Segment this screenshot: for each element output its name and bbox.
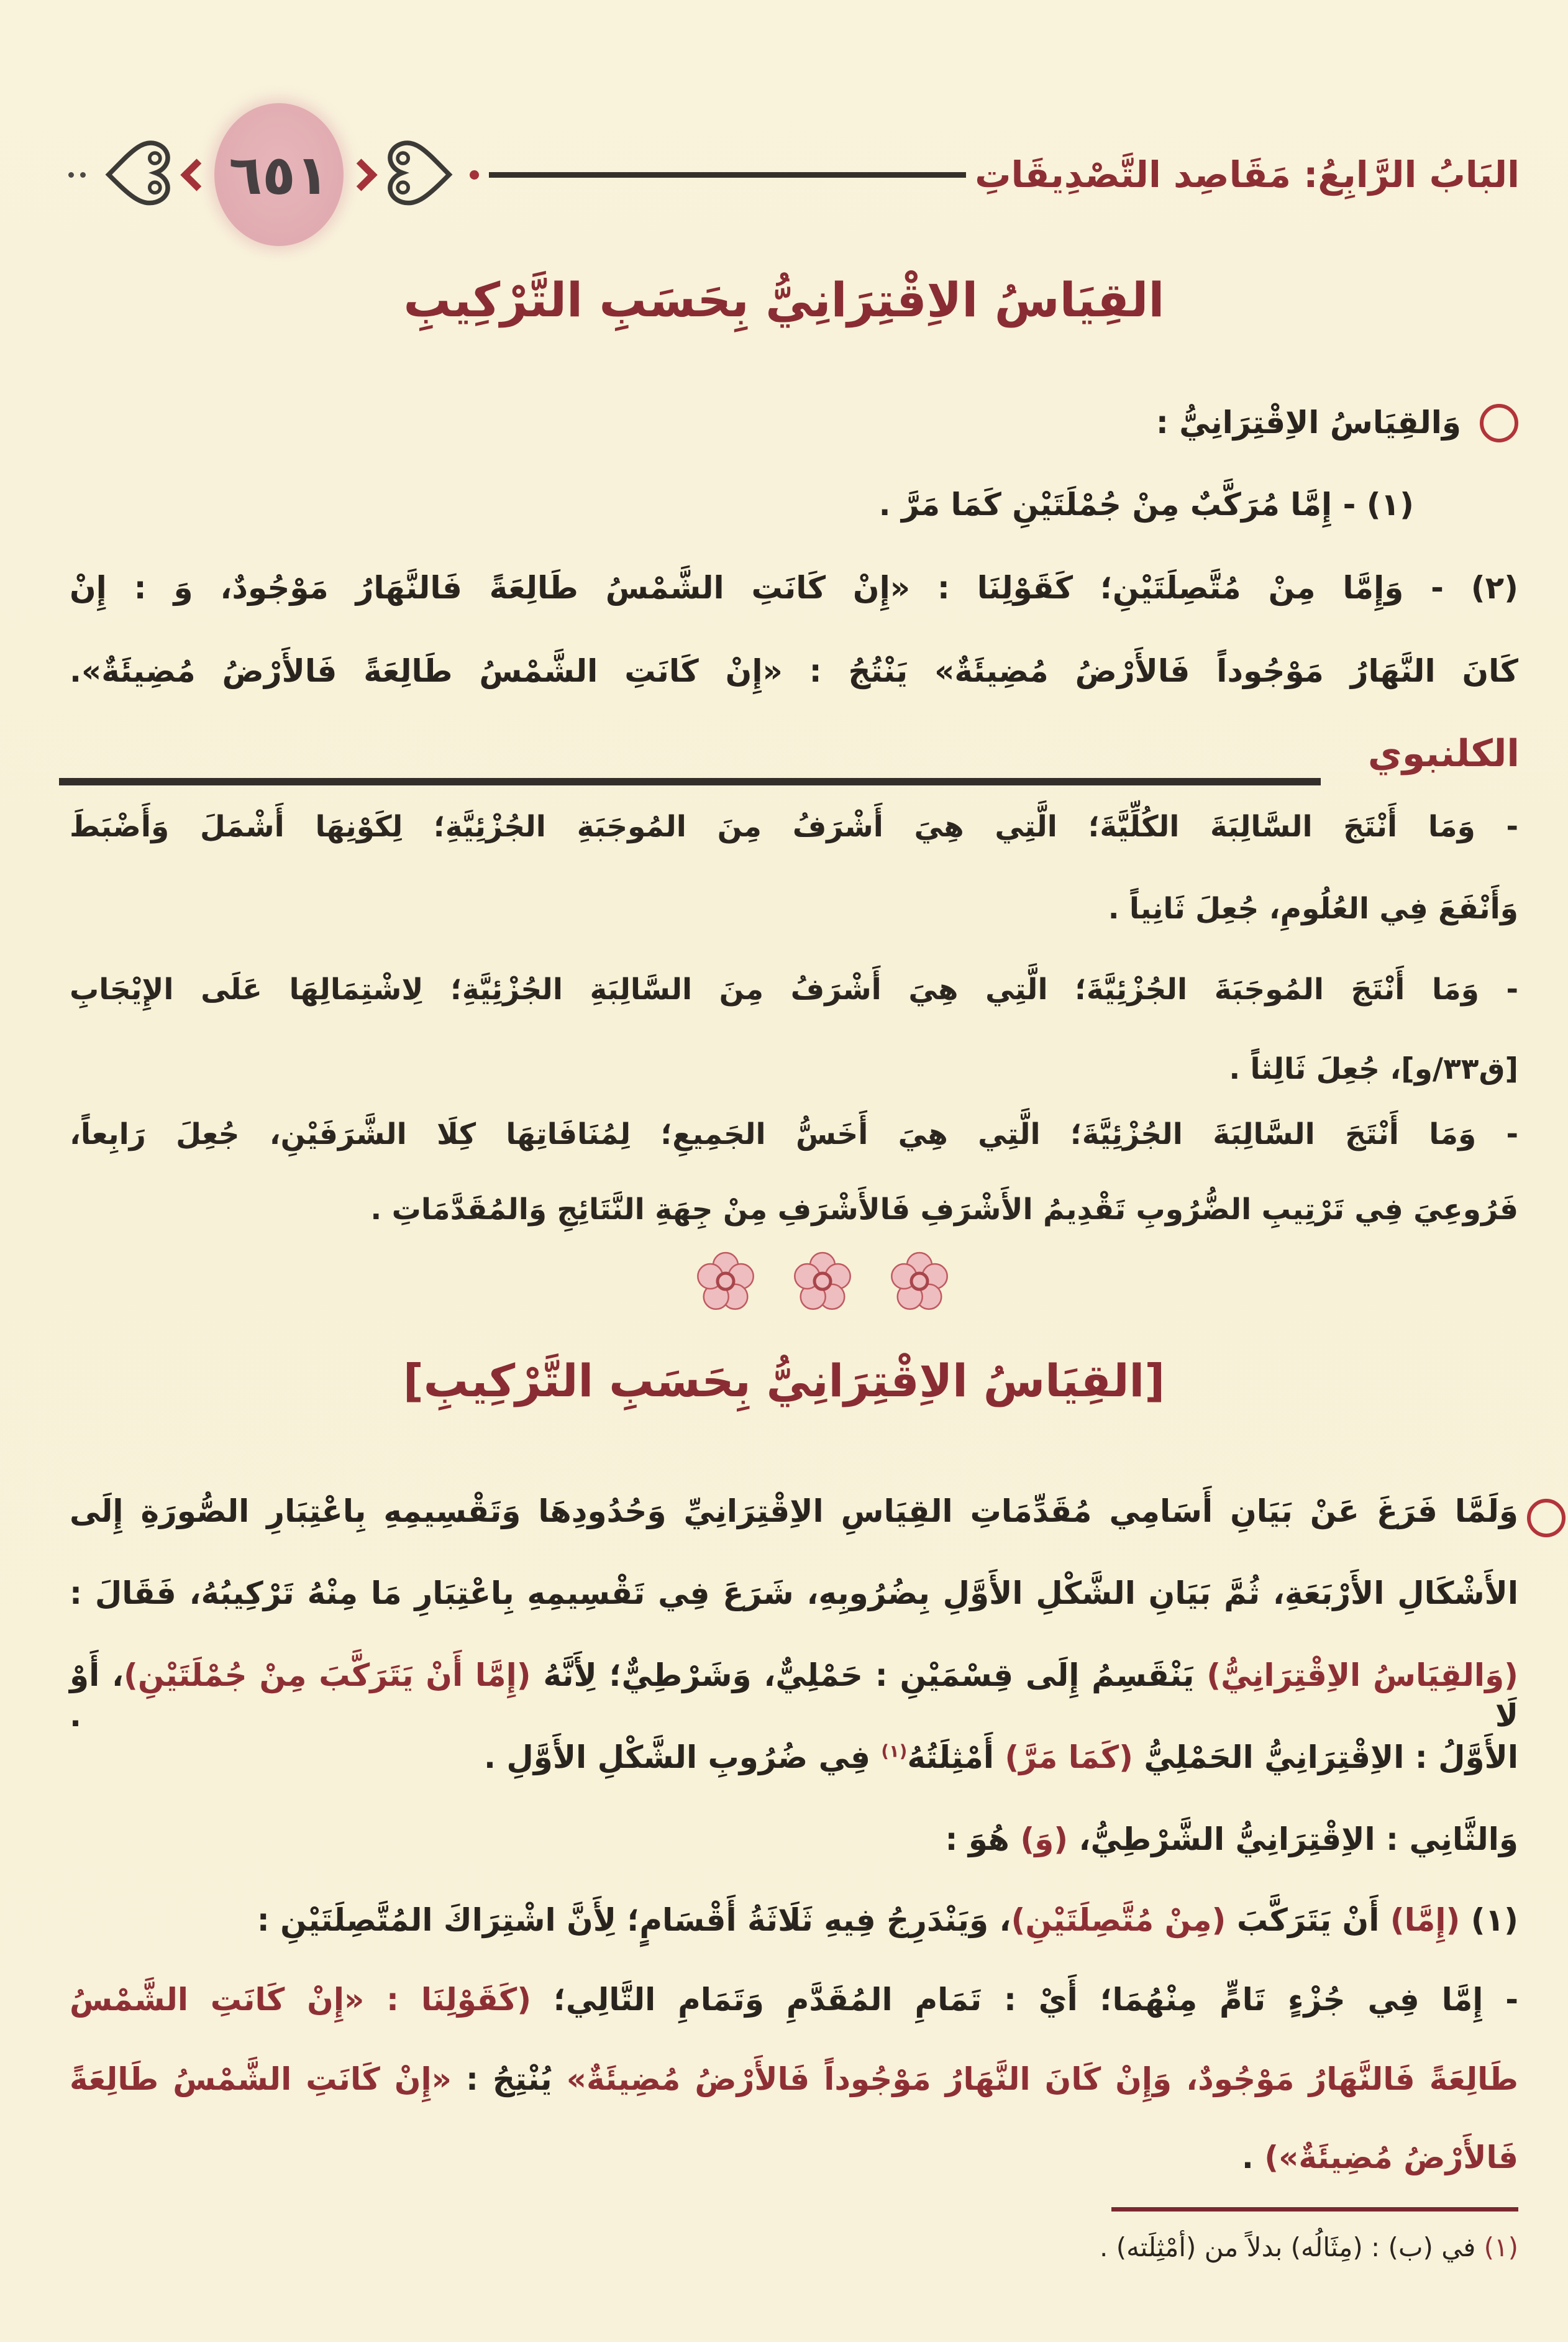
- body-line: [70, 1737, 1518, 1778]
- matn-quote-segment: طَالِعَةً فَالنَّهَارُ مَوْجُودٌ، وَإِنْ كَانَ النَّهَارُ مَوْجُوداً فَالأَرْضُ مُضِيئَةٌ»: [566, 2061, 1518, 2097]
- header-rule: [489, 172, 966, 178]
- body-line: [70, 1491, 1518, 1532]
- chevron-left-icon: [180, 158, 212, 191]
- matn-quote-segment: (إِمَّا): [1390, 1902, 1461, 1938]
- text-segment: يُنْتِجُ :: [451, 2061, 567, 2097]
- chevron-right-icon: [345, 158, 377, 191]
- matn-quote-segment: (إِمَّا أَنْ يَتَرَكَّبَ مِنْ جُمْلَتَيْنِ): [124, 1657, 531, 1693]
- body-line: [70, 2138, 1518, 2178]
- footnote-marker: (١): [1484, 2232, 1518, 2262]
- body-line: [70, 1655, 1518, 1736]
- body-line: (١) - إِمَّا مُرَكَّبٌ مِنْ جُمْلَتَيْنِ كَمَا مَرَّ .: [878, 487, 1414, 523]
- commentator-rule: [59, 778, 1321, 785]
- flower-icon: [888, 1248, 950, 1312]
- section-title: [القِيَاسُ الاِقْتِرَانِيُّ بِحَسَبِ التَّرْكِيبِ]: [403, 1355, 1165, 1407]
- matn-text: وَالقِيَاسُ الاِقْتِرَانِيُّ :: [1155, 405, 1461, 441]
- text-segment: يَنْقَسِمُ إِلَى قِسْمَيْنِ : حَمْلِيٌّ، وَشَرْطِيٌّ؛ لِأَنَّهُ: [531, 1657, 1207, 1693]
- matn-quote-segment: (وَ): [1020, 1821, 1069, 1857]
- paragraph-marker-circle-icon: [1527, 1499, 1566, 1537]
- commentary-line: - وَمَا أَنْتَجَ السَّالِبَةَ الجُزْئِيَّةَ؛ الَّتِي هِيَ أَخَسُّ الجَمِيعِ؛ لِمُنَافَاتِهَا كِلَا الشَّرَفَيْنِ، جُعِلَ رَابِعاً،: [70, 1117, 1518, 1151]
- matn-quote-segment: فَالأَرْضُ مُضِيئَةٌ»): [1264, 2139, 1518, 2175]
- chapter-title: البَابُ الرَّابِعُ: مَقَاصِد التَّصْدِيقَاتِ: [975, 153, 1520, 196]
- matn-quote-segment: (مِنْ مُتَّصِلَتَيْنِ): [1011, 1902, 1226, 1938]
- ornament-dot-icon: [80, 172, 86, 178]
- text-segment: الأَوَّلُ : الاِقْتِرَانِيُّ الحَمْلِيُّ: [1133, 1739, 1518, 1775]
- commentator-label: الكلنبوي: [1367, 732, 1520, 775]
- ornament-dot-icon: [68, 172, 74, 178]
- body-line: كَانَ النَّهَارُ مَوْجُوداً فَالأَرْضُ مُضِيئَةٌ» يَنْتُجُ : «إِنْ كَانَتِ الشَّمْسُ طَالِعَةً فَالأَرْضُ مُضِيئَةٌ».: [70, 653, 1518, 689]
- body-line: [70, 1819, 1518, 1860]
- text-segment: هُوَ :: [945, 1821, 1021, 1857]
- text-segment: فِي ضُرُوبِ الشَّكْلِ الأَوَّلِ .: [483, 1739, 882, 1775]
- body-line: الأَشْكَالِ الأَرْبَعَةِ، ثُمَّ بَيَانِ الشَّكْلِ الأَوَّلِ بِضُرُوبِهِ، شَرَعَ فِي تَقْسِيمِهِ بِاعْتِبَارِ مَا مِنْهُ تَرْكِيبُهُ، فَقَالَ :: [70, 1575, 1518, 1611]
- body-line: [70, 403, 1518, 443]
- body-line: [70, 1900, 1518, 1941]
- ornament-red-dot-icon: [470, 170, 479, 180]
- paragraph-marker-circle-icon: [1480, 404, 1518, 442]
- heart-scroll-icon: [379, 128, 461, 221]
- flower-ornament-row: [39, 1248, 1568, 1312]
- commentary-line: - وَمَا أَنْتَجَ المُوجَبَةَ الجُزْئِيَّةَ؛ الَّتِي هِيَ أَشْرَفُ مِنَ السَّالِبَةِ الجُزْئِيَّةِ؛ لِاشْتِمَالِهَا عَلَى الإِيْجَابِ: [70, 972, 1518, 1007]
- commentary-line: [ق٣٣/و]، جُعِلَ ثَالِثاً .: [1229, 1052, 1518, 1086]
- body-line: [70, 2059, 1518, 2100]
- text-segment: وَالثَّانِي : الاِقْتِرَانِيُّ الشَّرْطِيُّ،: [1068, 1821, 1518, 1857]
- text-segment: ، أَوْ لَا .: [70, 1657, 1518, 1734]
- page-header: [68, 103, 1520, 247]
- page-number: ٦٥١: [229, 142, 329, 207]
- commentary-line: وَأَنْفَعَ فِي العُلُومِ، جُعِلَ ثَانِياً .: [1108, 892, 1518, 926]
- text-segment: (١): [1460, 1902, 1518, 1938]
- matn-text: وَلَمَّا فَرَغَ عَنْ بَيَانِ أَسَامِي مُقَدِّمَاتِ القِيَاسِ الاِقْتِرَانِيِّ وَحُدُودِهَا وَتَقْسِيمِهِ بِاعْتِبَارِ الصُّورَةِ إِلَى: [70, 1493, 1518, 1529]
- body-line: (٢) - وَإِمَّا مِنْ مُتَّصِلَتَيْنِ؛ كَقَوْلِنَا : «إِنْ كَانَتِ الشَّمْسُ طَالِعَةً فَالنَّهَارُ مَوْجُودٌ، وَ : إِنْ: [70, 570, 1518, 606]
- text-segment: .: [1241, 2139, 1265, 2175]
- footnote-text: في (ب) : (مِثَالُه) بدلاً من (أمْثِلَته) .: [1100, 2232, 1484, 2262]
- text-segment: - إِمَّا فِي جُزْءٍ تَامٍّ مِنْهُمَا؛ أَيْ : تَمَامِ المُقَدَّمِ وَتَمَامِ التَّالِي؛: [531, 1982, 1518, 2018]
- footnote: [70, 2231, 1518, 2265]
- footnote-rule: [1111, 2207, 1518, 2212]
- matn-quote-segment: (كَقَوْلِنَا : «إِنْ كَانَتِ الشَّمْسُ: [70, 1982, 532, 2018]
- flower-icon: [695, 1248, 757, 1312]
- matn-quote-segment: (كَمَا مَرَّ): [1005, 1739, 1133, 1775]
- text-segment: أَنْ يَتَرَكَّبَ: [1226, 1902, 1390, 1938]
- page-number-badge: [214, 103, 344, 246]
- commentary-line: فَرُوعِيَ فِي تَرْتِيبِ الضُّرُوبِ تَقْدِيمُ الأَشْرَفِ فَالأَشْرَفِ مِنْ جِهَةِ النَّتَائِجِ وَالمُقَدَّمَاتِ .: [370, 1192, 1518, 1227]
- text-segment: ، وَيَنْدَرِجُ فِيهِ ثَلَاثَةُ أَقْسَامٍ؛ لِأَنَّ اشْتِرَاكَ المُتَّصِلَتَيْنِ :: [257, 1902, 1011, 1938]
- heart-scroll-icon: [97, 128, 179, 221]
- matn-quote-segment: (وَالقِيَاسُ الاِقْتِرَانِيُّ): [1206, 1657, 1518, 1693]
- matn-quote-segment: «إِنْ كَانَتِ الشَّمْسُ طَالِعَةً: [70, 2061, 452, 2097]
- footnote-reference: (١): [881, 1741, 908, 1762]
- text-segment: أَمْثِلَتُهُ: [907, 1739, 1005, 1775]
- section-title: القِيَاسُ الاِقْتِرَانِيُّ بِحَسَبِ التَّرْكِيبِ: [403, 272, 1165, 327]
- commentary-line: - وَمَا أَنْتَجَ السَّالِبَةَ الكُلِّيَّةَ؛ الَّتِي هِيَ أَشْرَفُ مِنَ المُوجَبَةِ الجُزْئِيَّةِ؛ لِكَوْنِهَا أَشْمَلَ وَأَضْبَطَ: [70, 810, 1518, 844]
- body-line: [70, 1980, 1518, 2020]
- flower-icon: [791, 1248, 854, 1312]
